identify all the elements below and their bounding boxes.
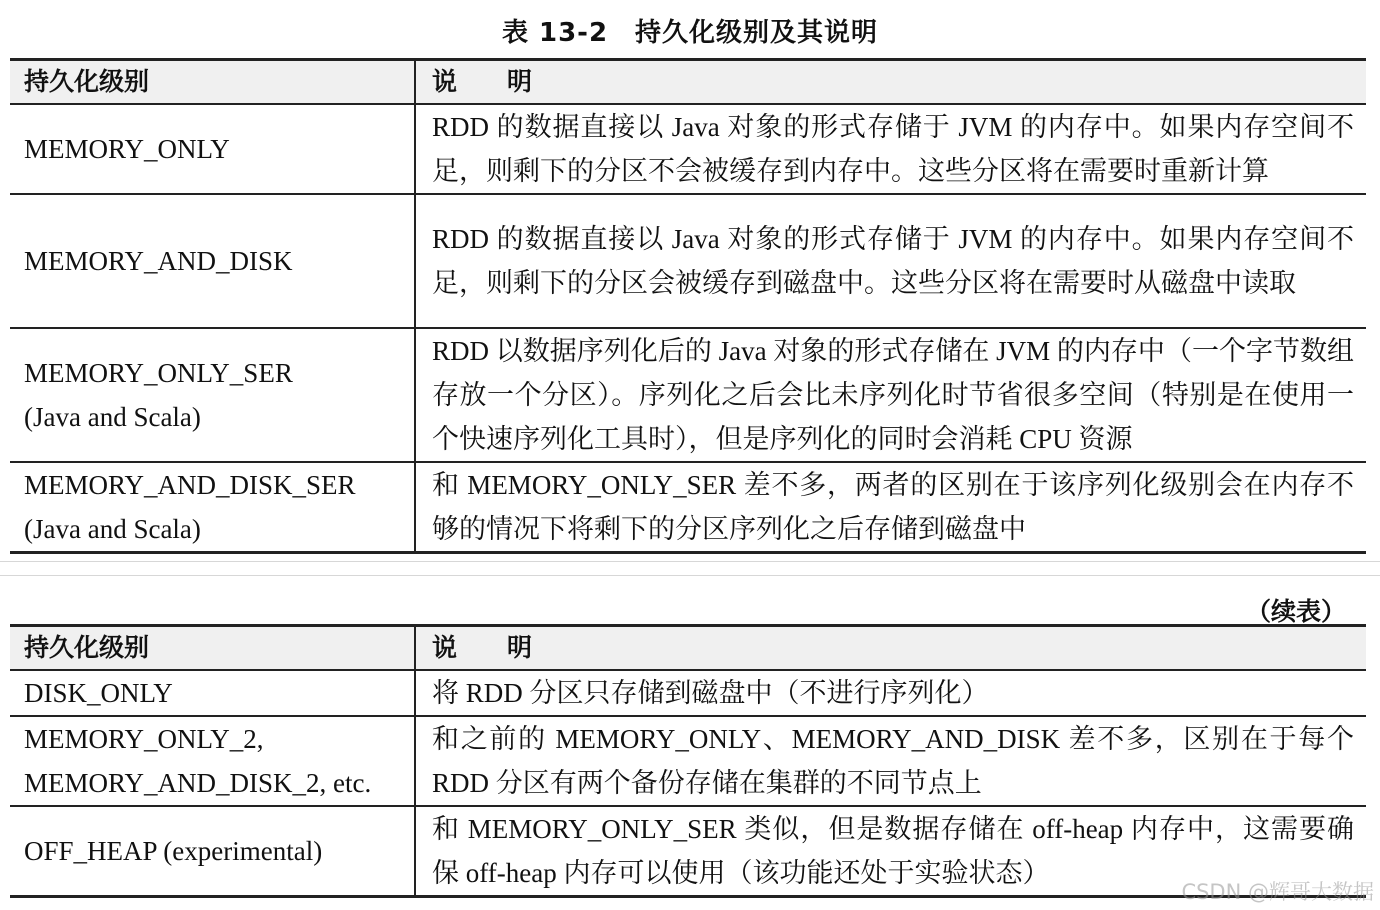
table-row — [10, 670, 1366, 716]
level-cell — [10, 328, 415, 462]
description-cell: 将 RDD 分区只存储到磁盘中（不进行序列化） — [415, 670, 1366, 716]
level-cell — [10, 462, 415, 553]
level-name: DISK_ONLY — [24, 678, 173, 708]
header-description: 说 明 — [415, 60, 1366, 105]
table-row — [10, 806, 1366, 897]
level-name: MEMORY_AND_DISK_SER — [24, 470, 356, 500]
level-name: MEMORY_ONLY — [24, 134, 230, 164]
description-cell: 和 MEMORY_ONLY_SER 差不多，两者的区别在于该序列化级别会在内存不够的情况下将剩下的分区序列化之后存储到磁盘中 — [415, 462, 1366, 553]
header-level: 持久化级别 — [10, 60, 415, 105]
page-break-line — [0, 561, 1380, 562]
table-row — [10, 194, 1366, 328]
description-cell: RDD 以数据序列化后的 Java 对象的形式存储在 JVM 的内存中（一个字节数组存放一个分区）。序列化之后会比未序列化时节省很多空间（特别是在使用一个快速序列化工具时），但是序列化的同时会消耗 CPU 资源 — [415, 328, 1366, 462]
level-name: MEMORY_ONLY_SER — [24, 358, 293, 388]
table-row — [10, 328, 1366, 462]
description-cell: RDD 的数据直接以 Java 对象的形式存储于 JVM 的内存中。如果内存空间不足，则剩下的分区会被缓存到磁盘中。这些分区将在需要时从磁盘中读取 — [415, 194, 1366, 328]
table-caption: 表 13-2 持久化级别及其说明 — [501, 18, 879, 48]
continued-label: （续表） — [1245, 597, 1346, 626]
page-break-line — [0, 575, 1380, 576]
table-row — [10, 104, 1366, 194]
table-header-row — [10, 60, 1366, 105]
persistence-levels-table — [10, 58, 1366, 554]
level-note: MEMORY_AND_DISK_2, etc. — [24, 768, 372, 798]
level-cell — [10, 716, 415, 806]
header-level: 持久化级别 — [10, 626, 415, 671]
level-name: OFF_HEAP (experimental) — [24, 836, 323, 866]
level-note: (Java and Scala) — [24, 514, 201, 544]
table-header-row — [10, 626, 1366, 671]
watermark: CSDN @辉哥大数据 — [1181, 880, 1374, 904]
description-cell: 和之前的 MEMORY_ONLY、MEMORY_AND_DISK 差不多，区别在于每个 RDD 分区有两个备份存储在集群的不同节点上 — [415, 716, 1366, 806]
level-cell — [10, 194, 415, 328]
level-cell — [10, 670, 415, 716]
header-description: 说 明 — [415, 626, 1366, 671]
description-cell: 和 MEMORY_ONLY_SER 类似，但是数据存储在 off-heap 内存中，这需要确保 off-heap 内存可以使用（该功能还处于实验状态） — [415, 806, 1366, 897]
level-note: (Java and Scala) — [24, 402, 201, 432]
table-row — [10, 716, 1366, 806]
level-cell — [10, 104, 415, 194]
level-cell — [10, 806, 415, 897]
persistence-levels-table-continued — [10, 624, 1366, 898]
level-name: MEMORY_ONLY_2, — [24, 724, 264, 754]
table-row — [10, 462, 1366, 553]
description-cell: RDD 的数据直接以 Java 对象的形式存储于 JVM 的内存中。如果内存空间不足，则剩下的分区不会被缓存到内存中。这些分区将在需要时重新计算 — [415, 104, 1366, 194]
level-name: MEMORY_AND_DISK — [24, 246, 293, 276]
